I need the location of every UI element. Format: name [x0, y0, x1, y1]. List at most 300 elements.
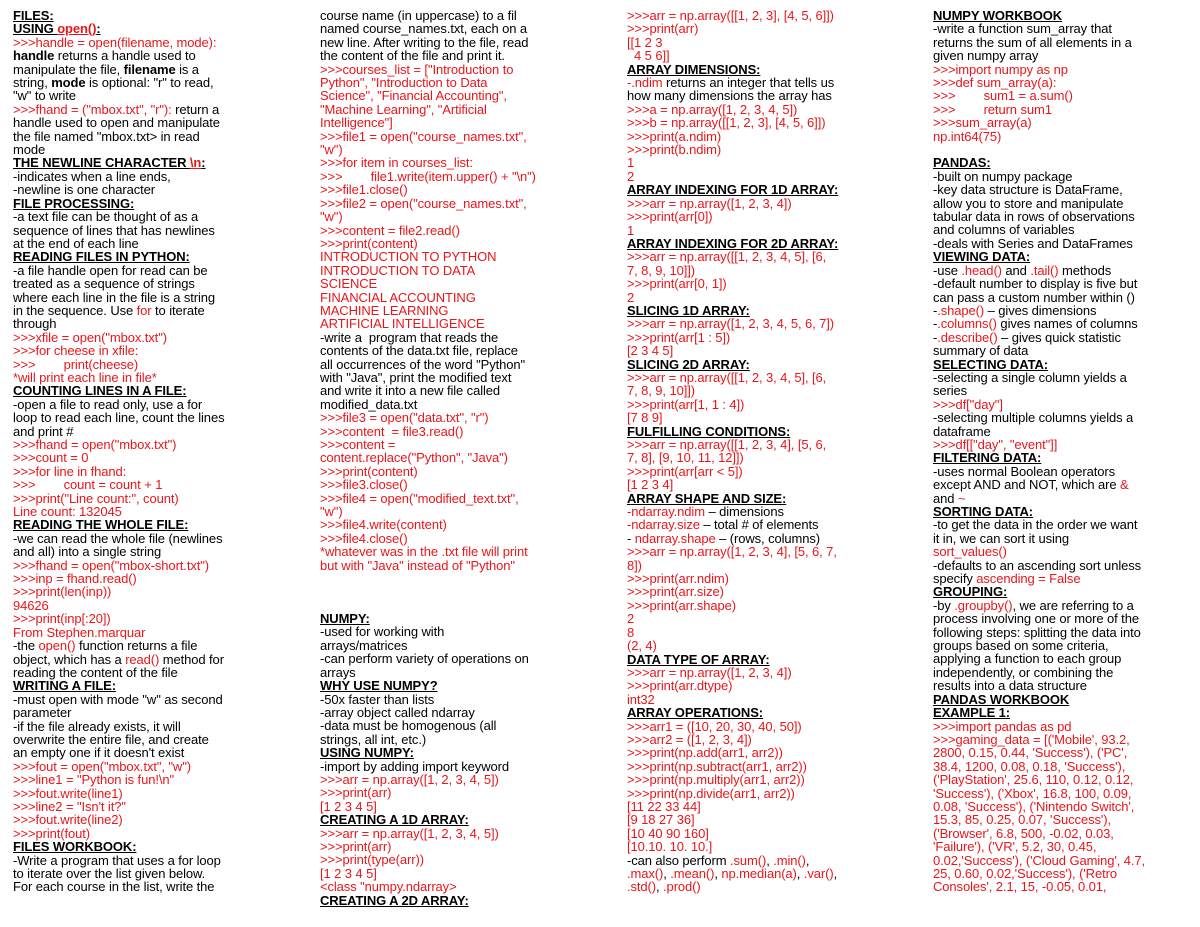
- text-line: [627, 800, 887, 813]
- notes-column-3: [627, 9, 887, 894]
- code-text: 8: [627, 624, 635, 640]
- body-text: process involving one or more of the: [933, 611, 1139, 627]
- body-text: -: [933, 302, 938, 318]
- code-text: >>>arr = np.array([1, 2, 3, 4, 5, 6, 7]): [627, 316, 835, 332]
- text-line: [627, 693, 887, 706]
- code-text: 7, 8, 9, 10]]): [627, 262, 695, 278]
- code-text: [1 2 3 4]: [627, 477, 674, 493]
- code-text: INTRODUCTION TO PYTHON: [320, 249, 497, 265]
- code-text: .std(): [627, 879, 657, 895]
- text-line: [933, 36, 1189, 49]
- code-text: >>>fout.write(line1): [13, 785, 123, 801]
- code-text: >>>inp = fhand.read(): [13, 571, 137, 587]
- text-line: [627, 451, 887, 464]
- body-text: and: [933, 490, 958, 506]
- body-text: FILES WORKBOOK:: [13, 839, 137, 855]
- body-text: -data must be homogenous (all: [320, 718, 497, 734]
- code-text: 2: [627, 611, 635, 627]
- body-text: -can perform variety of operations on: [320, 651, 529, 667]
- code-text: >>>sum_array(a): [933, 115, 1032, 131]
- code-text: >>> return sum1: [933, 101, 1052, 117]
- body-text: handle: [13, 48, 55, 64]
- text-line: [627, 197, 887, 210]
- code-text: -ndarray.size: [627, 517, 700, 533]
- code-text: sort_values(): [933, 544, 1007, 560]
- text-line: [13, 612, 275, 625]
- text-line: [13, 813, 275, 826]
- code-text: >>>for cheese in xfile:: [13, 343, 139, 359]
- code-text: 7, 8], [9, 10, 11, 12]]): [627, 450, 744, 466]
- text-line: [13, 438, 275, 451]
- body-text: EXAMPLE 1:: [933, 705, 1011, 721]
- text-line: [627, 599, 887, 612]
- body-text: -selecting multiple columns yields a: [933, 410, 1134, 426]
- body-text: -use: [933, 262, 962, 278]
- text-line: [320, 425, 576, 438]
- text-line: [320, 532, 576, 545]
- code-text: >>>import numpy as np: [933, 61, 1068, 77]
- text-line: [627, 170, 887, 183]
- code-text: >>>print(arr[1 : 5]): [627, 329, 731, 345]
- text-line: [320, 451, 576, 464]
- body-text: through: [13, 316, 57, 332]
- code-text: >>>gaming_data = [('Mobile', 93.2,: [933, 731, 1130, 747]
- body-text: -write a program that reads the: [320, 329, 499, 345]
- code-text: >>>print(arr.shape): [627, 597, 737, 613]
- code-text: 7, 8, 9, 10]]): [627, 383, 695, 399]
- body-text: SLICING 2D ARRAY:: [627, 356, 750, 372]
- text-line: [627, 639, 887, 652]
- body-text: allow you to store and manipulate: [933, 195, 1124, 211]
- section-heading: [933, 250, 1189, 263]
- text-line: [13, 545, 275, 558]
- body-text: -write a function sum_array that: [933, 21, 1112, 37]
- text-line: [933, 438, 1189, 451]
- text-line: [627, 89, 887, 102]
- body-text: ,: [805, 852, 810, 868]
- code-text: .tail(): [1030, 262, 1059, 278]
- code-text: >>>file1 = open("course_names.txt",: [320, 128, 527, 144]
- code-text: .describe(): [937, 329, 998, 345]
- text-line: [627, 585, 887, 598]
- text-line: [933, 880, 1189, 893]
- body-text: returns a handle used to: [54, 48, 196, 64]
- text-line: [320, 63, 576, 76]
- code-text: .sum(): [729, 852, 767, 868]
- text-line: [933, 840, 1189, 853]
- body-text: -key data structure is DataFrame,: [933, 182, 1123, 198]
- text-line: [320, 398, 576, 411]
- text-line: [627, 478, 887, 491]
- code-text: >>>courses_list = ["Introduction to: [320, 61, 514, 77]
- text-line: [320, 156, 576, 169]
- text-line: [627, 854, 887, 867]
- text-line: [320, 197, 576, 210]
- text-line: [320, 210, 576, 223]
- text-line: [627, 666, 887, 679]
- text-line: [627, 411, 887, 424]
- text-line: [627, 880, 887, 893]
- text-line: [13, 720, 275, 733]
- body-text: an empty one if it doesn't exist: [13, 745, 185, 761]
- code-text: open(): [57, 21, 97, 37]
- body-text: FULFILLING CONDITIONS:: [627, 423, 791, 439]
- text-line: [627, 787, 887, 800]
- text-line: [320, 545, 576, 558]
- text-line: [933, 599, 1189, 612]
- code-text: [10.10. 10. 10.]: [627, 839, 713, 855]
- section-heading: [13, 679, 275, 692]
- text-line: [933, 787, 1189, 800]
- text-line: [13, 653, 275, 666]
- text-line: [320, 371, 576, 384]
- code-text: "w"): [320, 209, 343, 225]
- code-text: >>>arr1 = ([10, 20, 30, 40, 50]): [627, 718, 802, 734]
- text-line: [13, 706, 275, 719]
- code-text: >>>print("Line count:", count): [13, 490, 179, 506]
- text-line: [933, 49, 1189, 62]
- body-text: -to get the data in the order we want: [933, 517, 1138, 533]
- body-text: , we are referring to a: [1012, 597, 1134, 613]
- code-text: >>> print(cheese): [13, 356, 139, 372]
- code-text: ~: [957, 490, 966, 506]
- body-text: ,: [833, 866, 838, 881]
- body-text: returns an integer that tells us: [662, 75, 835, 91]
- code-text: >>>content =: [320, 437, 396, 452]
- text-line: [627, 840, 887, 853]
- text-line: [320, 880, 576, 893]
- body-text: For each course in the list, write the: [13, 879, 215, 895]
- body-text: arrays/matrices: [320, 637, 408, 653]
- code-text: ascending = False: [976, 571, 1081, 587]
- body-text: method for: [159, 651, 224, 667]
- code-text: >>>print(arr.size): [627, 584, 724, 600]
- body-text: following steps: splitting the data into: [933, 624, 1141, 640]
- body-text: parameter: [13, 705, 72, 721]
- code-text: "w"): [320, 142, 343, 158]
- text-line: [320, 800, 576, 813]
- text-line: [933, 760, 1189, 773]
- code-text: 8]): [627, 557, 642, 573]
- body-text: summary of data: [933, 343, 1029, 359]
- text-line: [320, 264, 576, 277]
- body-text: -built on numpy package: [933, 168, 1073, 184]
- code-text: >>>arr = np.array([[1, 2, 3, 4, 5], [6,: [627, 249, 827, 265]
- body-text: where each line in the file is a string: [13, 289, 216, 305]
- text-line: [13, 358, 275, 371]
- body-text: -deals with Series and DataFrames: [933, 235, 1133, 251]
- body-text: FILE PROCESSING:: [13, 195, 135, 211]
- text-line: [933, 679, 1189, 692]
- code-text: >>>df["day"]: [933, 396, 1003, 412]
- body-text: strings, all int, etc.): [320, 731, 427, 747]
- code-text: >>>print(arr.dtype): [627, 678, 733, 694]
- text-line: [627, 720, 887, 733]
- code-text: Consoles', 2.1, 15, -0.05, 0.01,: [933, 879, 1107, 895]
- code-text: 2: [627, 168, 635, 184]
- code-text: np.median(a): [721, 866, 797, 881]
- text-line: [933, 639, 1189, 652]
- body-text: all occurrences of the word "Python": [320, 356, 526, 372]
- body-text: reading the content of the file: [13, 664, 178, 680]
- body-text: WRITING A FILE:: [13, 678, 116, 694]
- body-text: DATA TYPE OF ARRAY:: [627, 651, 770, 667]
- text-line: [320, 505, 576, 518]
- text-line: [933, 398, 1189, 411]
- body-text: USING: [13, 21, 58, 37]
- text-line: [933, 813, 1189, 826]
- body-text: -a text file can be thought of as a: [13, 209, 199, 225]
- text-line: [933, 170, 1189, 183]
- body-text: function returns a file: [75, 638, 198, 654]
- body-text: the content of the file and print it.: [320, 48, 505, 64]
- body-text: contents of the data.txt file, replace: [320, 343, 518, 359]
- body-text: ,: [766, 852, 774, 868]
- code-text: [[1 2 3: [627, 34, 663, 50]
- text-line: [933, 666, 1189, 679]
- text-line: [320, 36, 576, 49]
- text-line: [933, 465, 1189, 478]
- body-text: SLICING 1D ARRAY:: [627, 302, 750, 318]
- body-text: – total # of elements: [699, 517, 819, 533]
- text-line: [627, 867, 887, 880]
- code-text: .prod(): [663, 879, 701, 895]
- code-text: >>>file3.close(): [320, 477, 408, 493]
- code-text: 1: [627, 155, 635, 171]
- body-text: overwrite the entire file, and create: [13, 731, 209, 747]
- body-text: to iterate: [151, 302, 205, 318]
- text-line: [320, 22, 576, 35]
- body-text: methods: [1058, 262, 1112, 278]
- body-text: sequence of lines that has newlines: [13, 222, 215, 238]
- text-line: [627, 679, 887, 692]
- code-text: >>>file3 = open("data.txt", "r"): [320, 410, 489, 426]
- text-line: [627, 250, 887, 263]
- text-line: [627, 291, 887, 304]
- section-heading: [627, 358, 887, 371]
- section-heading: [13, 250, 275, 263]
- body-text: – gives quick statistic: [997, 329, 1121, 345]
- text-line: [320, 518, 576, 531]
- code-text: 38.4, 1200, 0.08, 0.18, 'Success'),: [933, 758, 1126, 774]
- text-line: [13, 170, 275, 183]
- body-text: ,: [656, 879, 664, 895]
- section-heading: [627, 425, 887, 438]
- text-line: [627, 317, 887, 330]
- body-text: specify: [933, 571, 977, 587]
- section-heading: [627, 304, 887, 317]
- text-line: [933, 237, 1189, 250]
- code-text: np.int64(75): [933, 128, 1002, 144]
- code-text: &: [1120, 477, 1129, 493]
- text-line: [933, 197, 1189, 210]
- code-text: 15.3, 85, 0.25, 0.07, 'Success'),: [933, 812, 1111, 828]
- body-text: ,: [663, 866, 671, 881]
- text-line: [627, 465, 887, 478]
- code-text: >>>print(content): [320, 235, 418, 251]
- text-line: [933, 626, 1189, 639]
- body-text: new line. After writing to the file, read: [320, 34, 529, 50]
- code-text: >>>fout.write(line2): [13, 812, 123, 828]
- text-line: [933, 223, 1189, 236]
- text-line: [933, 867, 1189, 880]
- text-line: [627, 505, 887, 518]
- code-text: Science", "Financial Accounting",: [320, 88, 507, 104]
- code-text: >>>count = 0: [13, 450, 89, 466]
- text-line: [933, 478, 1189, 491]
- body-text: READING THE WHOLE FILE:: [13, 517, 189, 533]
- text-line: [320, 639, 576, 652]
- code-text: .groupby(): [954, 597, 1013, 613]
- text-line: [320, 304, 576, 317]
- text-line: [627, 264, 887, 277]
- text-line: [320, 384, 576, 397]
- text-line: [13, 880, 275, 893]
- text-line: [320, 652, 576, 665]
- text-line: [13, 344, 275, 357]
- text-line: [320, 559, 576, 572]
- text-line: [933, 532, 1189, 545]
- body-text: at the end of each line: [13, 235, 139, 251]
- section-heading: [320, 813, 576, 826]
- text-line: [627, 572, 887, 585]
- text-line: [933, 210, 1189, 223]
- text-line: [320, 344, 576, 357]
- body-text: groups based on some criteria,: [933, 638, 1109, 654]
- text-line: [320, 438, 576, 451]
- text-line: [13, 559, 275, 572]
- code-text: >>>print(arr[1, 1 : 4]): [627, 396, 745, 412]
- text-line: [933, 800, 1189, 813]
- text-line: [933, 492, 1189, 505]
- text-line: [933, 103, 1189, 116]
- text-line: [627, 559, 887, 572]
- code-text: 'Failure'), ('VR', 5.2, 30, 0.45,: [933, 839, 1097, 855]
- code-text: >>> count = count + 1: [13, 477, 163, 493]
- body-text: USING NUMPY:: [320, 745, 414, 761]
- code-text: 1: [627, 222, 635, 238]
- code-text: 'Success'), ('Xbox', 16.8, 100, 0.09,: [933, 785, 1132, 801]
- notes-column-1: [13, 9, 275, 894]
- body-text: tabular data in rows of observations: [933, 209, 1135, 225]
- code-text: ('PlayStation', 25.6, 110, 0.12, 0.12,: [933, 772, 1134, 788]
- text-line: [13, 49, 275, 62]
- text-line: [933, 277, 1189, 290]
- text-line: [320, 733, 576, 746]
- code-text: .min(): [773, 852, 806, 868]
- spacer: [320, 572, 576, 612]
- code-text: FINANCIAL ACCOUNTING: [320, 289, 476, 305]
- code-text: >>>handle = open(filename, mode):: [13, 34, 217, 50]
- section-heading: [627, 492, 887, 505]
- code-text: but with "Java" instead of "Python": [320, 557, 515, 573]
- text-line: [933, 425, 1189, 438]
- text-line: [320, 465, 576, 478]
- code-text: 25, 0.60, 0.02,'Success'), ('Retro: [933, 865, 1117, 881]
- code-text: MACHINE LEARNING: [320, 302, 449, 318]
- text-line: [933, 518, 1189, 531]
- code-text: >>>print(inp[:20]): [13, 611, 111, 627]
- body-text: "w" to write: [13, 88, 76, 104]
- code-text: >>>print(fout): [13, 825, 91, 841]
- text-line: [933, 344, 1189, 357]
- text-line: [13, 304, 275, 317]
- text-line: [320, 786, 576, 799]
- section-heading: [627, 183, 887, 196]
- text-line: [320, 49, 576, 62]
- text-line: [320, 693, 576, 706]
- body-text: independently, or combining the: [933, 664, 1114, 680]
- body-text: -: [627, 530, 635, 546]
- text-line: [933, 76, 1189, 89]
- text-line: [320, 331, 576, 344]
- body-text: and: [1001, 262, 1031, 278]
- body-text: string,: [13, 75, 52, 91]
- text-line: [320, 183, 576, 196]
- text-line: [627, 116, 887, 129]
- code-text: >>>print(len(inp)): [13, 584, 112, 600]
- section-heading: [13, 840, 275, 853]
- body-text: VIEWING DATA:: [933, 249, 1031, 265]
- section-heading: [933, 706, 1189, 719]
- code-text: content.replace("Python", "Java"): [320, 450, 508, 466]
- text-line: [13, 478, 275, 491]
- section-heading: [933, 451, 1189, 464]
- body-text: ,: [796, 866, 804, 881]
- text-line: [13, 76, 275, 89]
- body-text: given numpy array: [933, 48, 1039, 64]
- body-text: object, which has a: [13, 651, 126, 667]
- text-line: [933, 746, 1189, 759]
- text-line: [933, 411, 1189, 424]
- text-line: [627, 733, 887, 746]
- body-text: -: [933, 316, 938, 332]
- text-line: [627, 813, 887, 826]
- text-line: [933, 827, 1189, 840]
- code-text: >>>for item in courses_list:: [320, 155, 473, 171]
- body-text: -we can read the whole file (newlines: [13, 530, 223, 546]
- code-text: >>>file4 = open("modified_text.txt",: [320, 490, 519, 506]
- code-text: >>>print(arr[0, 1]): [627, 276, 727, 292]
- body-text: and columns of variables: [933, 222, 1075, 238]
- body-text: ARRAY INDEXING FOR 2D ARRAY:: [627, 235, 839, 251]
- code-text: *will print each line in file*: [13, 369, 157, 385]
- text-line: [320, 867, 576, 880]
- body-text: -defaults to an ascending sort unless: [933, 557, 1142, 573]
- text-line: [627, 130, 887, 143]
- code-text: <class "numpy.ndarray>: [320, 879, 457, 895]
- text-line: [627, 827, 887, 840]
- body-text: can pass a custom number within (): [933, 289, 1135, 305]
- section-heading: [627, 63, 887, 76]
- body-text: to iterate over the list given below.: [13, 866, 206, 881]
- text-line: [13, 143, 275, 156]
- code-text: .mean(): [670, 866, 715, 881]
- text-line: [13, 411, 275, 424]
- text-line: [320, 760, 576, 773]
- body-text: it in, we can sort it using: [933, 530, 1070, 546]
- code-text: >>>print(np.divide(arr1, arr2)): [627, 785, 795, 801]
- text-line: [933, 130, 1189, 143]
- body-text: -uses normal Boolean operators: [933, 463, 1115, 479]
- body-text: -open a file to read only, use a for: [13, 396, 203, 412]
- text-line: [320, 719, 576, 732]
- text-line: [933, 773, 1189, 786]
- body-text: ARRAY INDEXING FOR 1D ARRAY:: [627, 182, 839, 198]
- code-text: ('Browser', 6.8, 500, -0.02, 0.03,: [933, 825, 1114, 841]
- code-text: 2800, 0.15, 0.44, 'Success'), ('PC',: [933, 745, 1128, 761]
- section-heading: [13, 22, 275, 35]
